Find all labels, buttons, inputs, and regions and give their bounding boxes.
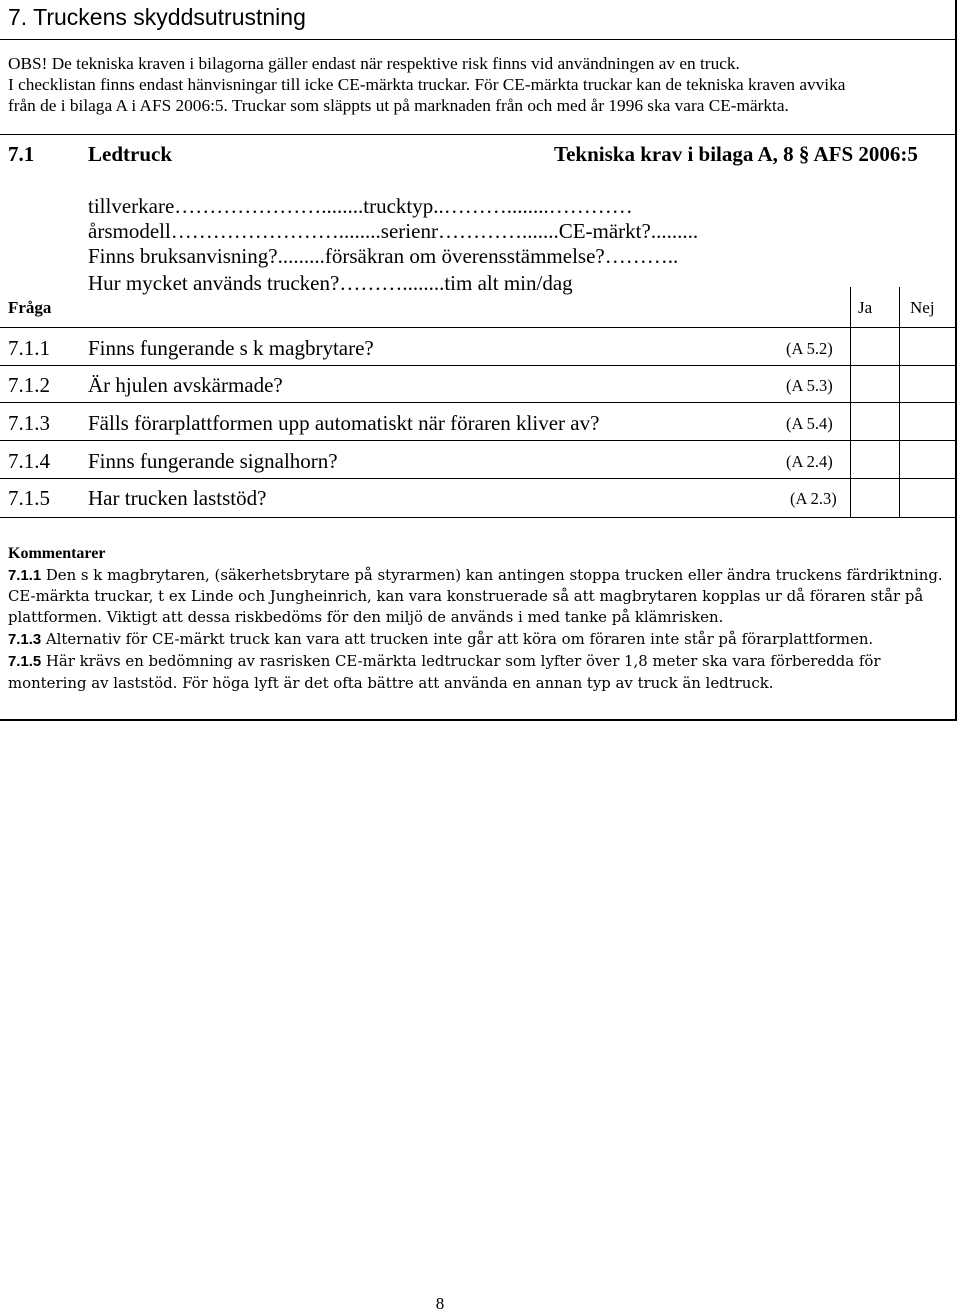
row-divider-4 (0, 478, 957, 479)
question-text: Finns fungerande s k magbrytare? (88, 336, 374, 360)
info-field-manufacturer[interactable]: tillverkare…………………........trucktyp..………........………… (88, 194, 633, 218)
no-column-header: Nej (910, 298, 935, 317)
comments-heading: Kommentarer (8, 545, 106, 562)
answer-no-7-1-4[interactable] (900, 441, 955, 478)
notice-line-1: OBS! De tekniska kraven i bilagorna gäller endast när respektive risk finns vid användningen av en truck. (8, 54, 740, 73)
answer-yes-7-1-4[interactable] (851, 441, 899, 478)
comment-number: 7.1.1 (8, 568, 42, 584)
comment-7-1-5-line-2: montering av laststöd. För höga lyft är det ofta bättre att använda en annan typ av truck än ledtruck. (8, 674, 774, 692)
comment-number: 7.1.5 (8, 654, 42, 670)
row-divider-5 (0, 517, 957, 518)
header-row-divider (0, 327, 957, 328)
section-requirement: Tekniska krav i bilaga A, 8 § AFS 2006:5 (554, 142, 918, 166)
section-name: Ledtruck (88, 142, 172, 166)
comment-7-1-1-line-3: plattformen. Viktigt att dessa riskbedöms för den miljö de används i med tanke på klämrisken. (8, 608, 724, 626)
question-number: 7.1.2 (8, 373, 50, 397)
question-number: 7.1.3 (8, 411, 50, 435)
yes-column-header: Ja (858, 298, 873, 317)
comment-7-1-3-line-1 (8, 630, 873, 648)
question-number: 7.1.5 (8, 486, 50, 510)
answer-yes-7-1-5[interactable] (851, 479, 899, 517)
answer-yes-7-1-2[interactable] (851, 366, 899, 402)
section-number: 7.1 (8, 142, 35, 166)
question-reference: (A 5.2) (786, 339, 833, 358)
page-number: 8 (435, 1294, 445, 1313)
comment-7-1-5-line-1 (8, 652, 880, 670)
notice-divider (0, 134, 957, 135)
question-text: Finns fungerande signalhorn? (88, 449, 338, 473)
comment-7-1-1-line-2: CE-märkta truckar, t ex Linde och Jungheinrich, kan vara konstruerade så att magbrytaren kopplas ur då föraren står på (8, 587, 924, 605)
info-field-manual[interactable]: Finns bruksanvisning?.........försäkran om överensstämmelse?……….. (88, 244, 679, 268)
row-divider-3 (0, 440, 957, 441)
question-text: Fälls förarplattformen upp automatiskt när föraren kliver av? (88, 411, 600, 435)
question-reference: (A 5.4) (786, 414, 833, 433)
answer-yes-7-1-3[interactable] (851, 403, 899, 440)
row-divider-2 (0, 402, 957, 403)
answer-no-7-1-1[interactable] (900, 328, 955, 365)
comment-number: 7.1.3 (8, 632, 42, 648)
answer-no-7-1-3[interactable] (900, 403, 955, 440)
answer-no-7-1-2[interactable] (900, 366, 955, 402)
answer-no-7-1-5[interactable] (900, 479, 955, 517)
notice-line-2: I checklistan finns endast hänvisningar till icke CE-märkta truckar. För CE-märkta truckar kan de tekniska kraven avvika (8, 75, 846, 94)
question-number: 7.1.4 (8, 449, 50, 473)
title-divider (0, 39, 957, 40)
question-text: Är hjulen avskärmade? (88, 373, 283, 397)
info-field-model-year[interactable]: årsmodell……………………........serienr………….......CE-märkt?......... (88, 219, 699, 243)
comment-text: Den s k magbrytaren, (säkerhetsbrytare på styrarmen) kan antingen stoppa trucken eller ändra truckens färdriktning. (41, 566, 943, 584)
info-field-usage[interactable]: Hur mycket används trucken?………........tim alt min/dag (88, 271, 573, 295)
question-reference: (A 2.3) (790, 489, 837, 508)
row-divider-1 (0, 365, 957, 366)
comment-text: Här krävs en bedömning av rasrisken CE-märkta ledtruckar som lyfter över 1,8 meter ska vara förberedda för (41, 652, 881, 670)
question-number: 7.1.1 (8, 336, 50, 360)
notice-line-3: från de i bilaga A i AFS 2006:5. Truckar som släppts ut på marknaden från och med år 1996 ska vara CE-märkta. (8, 96, 789, 115)
comment-7-1-1-line-1 (8, 566, 943, 584)
comment-text: Alternativ för CE-märkt truck kan vara att trucken inte går att köra om föraren inte står på förarplattformen. (41, 630, 874, 648)
page-title: 7. Truckens skyddsutrustning (8, 4, 306, 30)
answer-yes-7-1-1[interactable] (851, 328, 899, 365)
question-text: Har trucken laststöd? (88, 486, 267, 510)
question-column-header: Fråga (8, 298, 52, 317)
question-reference: (A 2.4) (786, 452, 833, 471)
question-reference: (A 5.3) (786, 376, 833, 395)
